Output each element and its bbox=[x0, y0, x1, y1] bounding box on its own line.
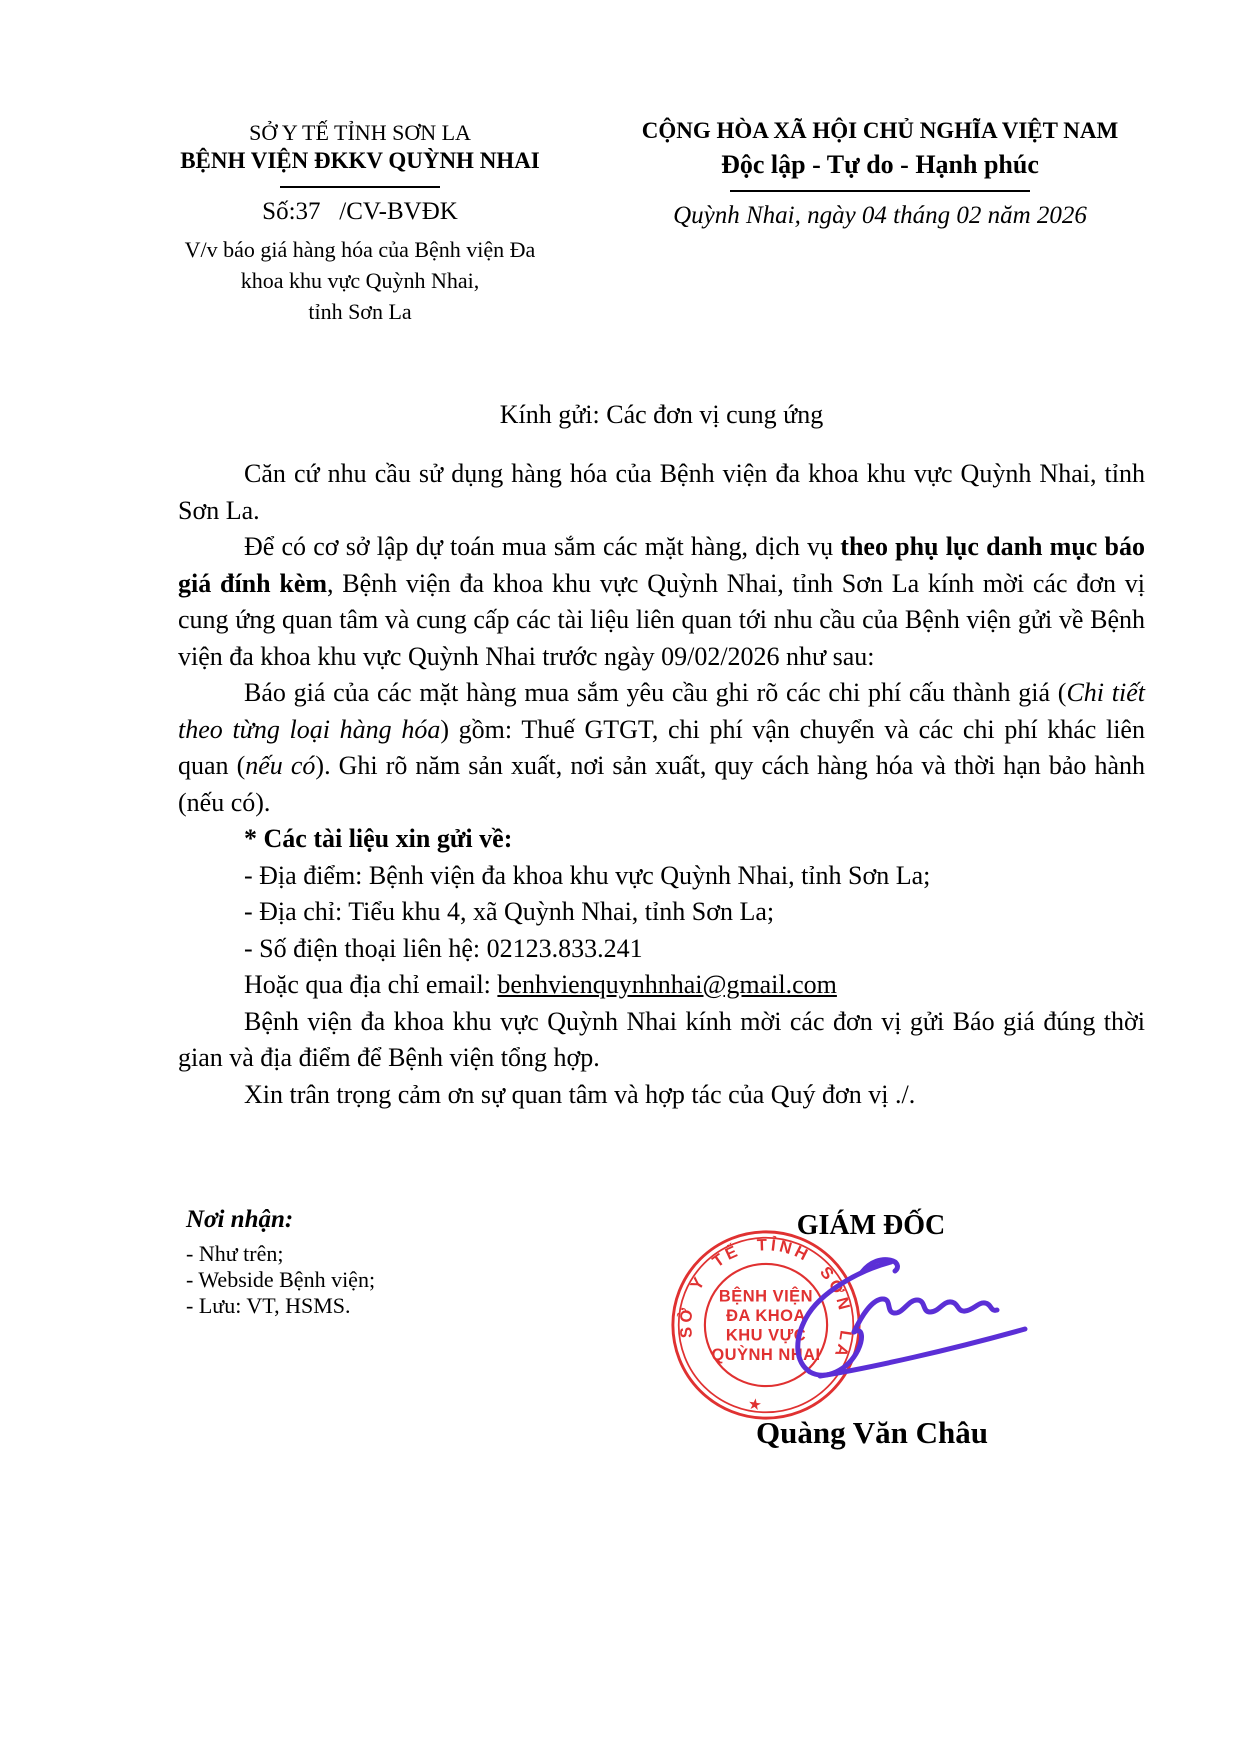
recipients-title: Nơi nhận: bbox=[186, 1206, 294, 1233]
signer-title: GIÁM ĐỐC bbox=[796, 1210, 946, 1241]
header-issuing-org bbox=[150, 120, 570, 327]
location-line bbox=[178, 858, 1145, 895]
paragraph-closing bbox=[178, 1077, 1145, 1114]
attachment-reference-bold: theo phụ lục danh mục báo giá đính kèm bbox=[178, 532, 1145, 598]
doc-subject-line2: khoa khu vực Quỳnh Nhai, bbox=[240, 268, 480, 293]
national-title: CỘNG HÒA XÃ HỘI CHỦ NGHĨA VIỆT NAM bbox=[641, 118, 1119, 143]
if-any-note-italic: nếu có bbox=[245, 751, 316, 780]
doc-subject-line3: tỉnh Sơn La bbox=[308, 299, 412, 324]
doc-subject-line1: V/v báo giá hàng hóa của Bệnh viện Đa bbox=[184, 237, 536, 262]
quote-detail-note-italic: Chi tiết theo từng loại hàng hóa bbox=[178, 678, 1145, 744]
org-divider bbox=[280, 186, 440, 188]
recipient-item: - Như trên; bbox=[186, 1241, 284, 1266]
recipient-item: - Lưu: VT, HSMS. bbox=[186, 1293, 351, 1318]
email-line-label: Hoặc qua địa chỉ email: bbox=[244, 970, 498, 999]
email-line bbox=[178, 967, 1145, 1004]
director-signature-icon bbox=[795, 1248, 1035, 1388]
stamp-star-icon: ★ bbox=[746, 1395, 763, 1415]
documents-send-heading-text: * Các tài liệu xin gửi về: bbox=[244, 824, 513, 853]
place-date-line: Quỳnh Nhai, ngày 04 tháng 02 năm 2026 bbox=[673, 202, 1087, 229]
paragraph-invitation bbox=[178, 529, 1145, 675]
recipients-block bbox=[186, 1206, 375, 1319]
doc-number: Số:37 /CV-BVĐK bbox=[262, 198, 458, 225]
document-footer bbox=[0, 1180, 1241, 1740]
org-name: BỆNH VIỆN ĐKKV QUỲNH NHAI bbox=[180, 148, 540, 173]
doc-subject bbox=[160, 234, 560, 327]
location-line-text: - Địa điểm: Bệnh viện đa khoa khu vực Quỳnh Nhai, tỉnh Sơn La; bbox=[244, 860, 931, 890]
quote-requirements-text: Báo giá của các mặt hàng mua sắm yêu cầu ghi rõ các chi phí cấu thành giá ( bbox=[244, 678, 1067, 707]
document-body bbox=[178, 400, 1145, 1113]
stamp-center-line3: KHU VỰC bbox=[725, 1326, 807, 1345]
salutation: Kính gửi: Các đơn vị cung ứng bbox=[499, 400, 824, 429]
stamp-center-line4: QUỲNH NHAI bbox=[711, 1345, 821, 1364]
stamp-center-line2: ĐA KHOA bbox=[726, 1307, 806, 1326]
email-address-link[interactable]: benhvienquynhnhai@gmail.com bbox=[497, 970, 837, 999]
paragraph-invitation-text-cont: , Bệnh viện đa khoa khu vực Quỳnh Nhai, tỉnh Sơn La kính mời các đơn vị cung ứng quan tâm và cung cấp các tài liệu liên quan tới nhu cầu của Bệnh viện gửi về Bệnh viện đa khoa khu vực Quỳnh Nhai trước ngày 09/02/2026 như sau: bbox=[178, 568, 1145, 671]
signer-name: Quàng Văn Châu bbox=[755, 1415, 989, 1450]
stamp-center-line1: BỆNH VIỆN bbox=[718, 1287, 814, 1306]
header-national-motto bbox=[635, 118, 1125, 230]
paragraph-basis-text: Căn cứ nhu cầu sử dụng hàng hóa của Bệnh viện đa khoa khu vực Quỳnh Nhai, tỉnh Sơn La. bbox=[178, 459, 1145, 525]
parent-org-name: SỞ Y TẾ TỈNH SƠN LA bbox=[249, 120, 471, 145]
paragraph-deadline-reminder bbox=[178, 1004, 1145, 1077]
stamp-ring-text: SỞ Y TẾ TỈNH SƠN LA bbox=[676, 1236, 855, 1363]
national-motto: Độc lập - Tự do - Hạnh phúc bbox=[721, 150, 1039, 179]
address-line-text: - Địa chỉ: Tiểu khu 4, xã Quỳnh Nhai, tỉnh Sơn La; bbox=[244, 897, 775, 926]
paragraph-quote-requirements bbox=[178, 675, 1145, 821]
documents-send-heading bbox=[178, 821, 1145, 858]
quote-requirements-text-cont: ) gồm: Thuế GTGT, chi phí vận chuyển và các chi phí khác liên quan ( bbox=[178, 714, 1145, 780]
recipient-item: - Webside Bệnh viện; bbox=[186, 1267, 376, 1292]
quote-requirements-text-end: ). Ghi rõ năm sản xuất, nơi sản xuất, quy cách hàng hóa và thời hạn bảo hành (nếu có). bbox=[178, 751, 1145, 817]
address-line bbox=[178, 894, 1145, 931]
paragraph-invitation-text: Để có cơ sở lập dự toán mua sắm các mặt hàng, dịch vụ bbox=[244, 532, 841, 561]
phone-line-text: - Số điện thoại liên hệ: 02123.833.241 bbox=[244, 933, 643, 963]
phone-line bbox=[178, 931, 1145, 968]
motto-divider bbox=[730, 190, 1030, 192]
closing-text: Xin trân trọng cảm ơn sự quan tâm và hợp tác của Quý đơn vị ./. bbox=[244, 1079, 916, 1109]
paragraph-basis bbox=[178, 456, 1145, 529]
deadline-reminder-text: Bệnh viện đa khoa khu vực Quỳnh Nhai kính mời các đơn vị gửi Báo giá đúng thời gian và địa điểm để Bệnh viện tổng hợp. bbox=[178, 1006, 1145, 1072]
